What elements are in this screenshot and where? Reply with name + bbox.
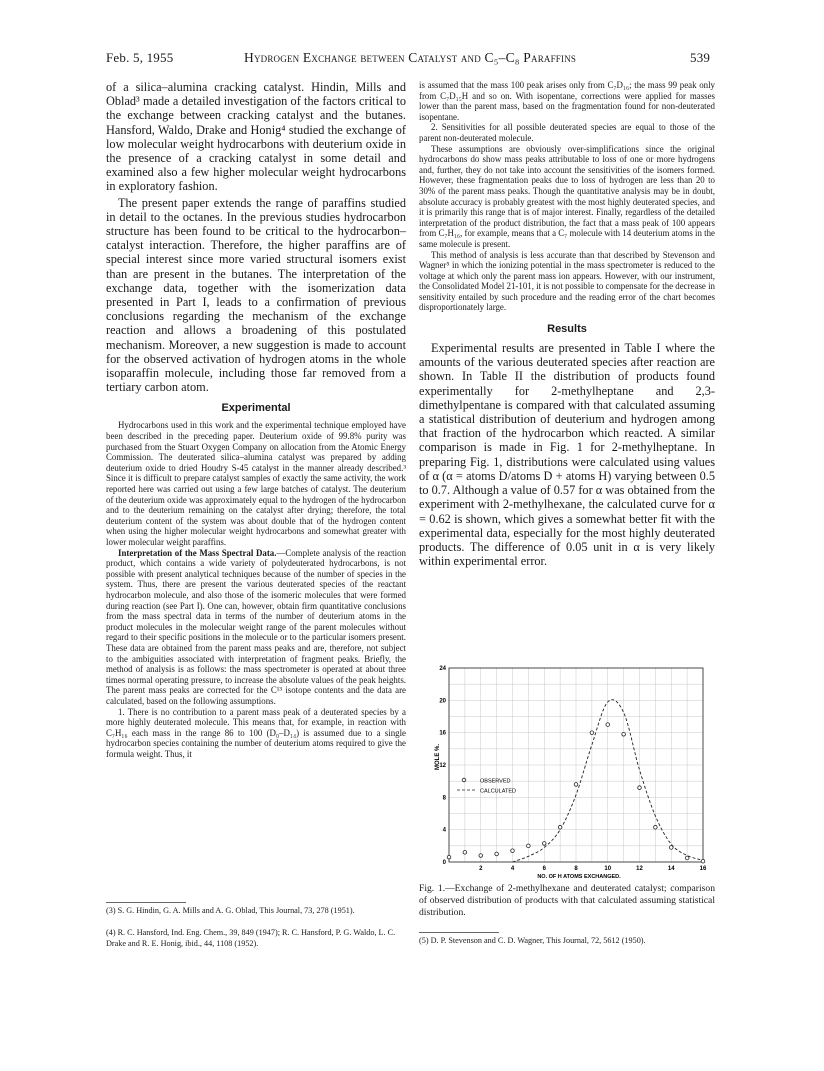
x-tick-label: 2 bbox=[479, 866, 483, 872]
observed-point bbox=[654, 825, 658, 829]
interpretation-text: —Complete analysis of the reaction product, which contains a wide variety of polydeuterated hydrocarbons, is not possible with present analytical techniques because of the number of species in the system. Thus, there are present the various deuterated species of the reactant hydrocarbon molecule, and also those of the isomeric molecules that were formed during reaction (see Part I). One can, however, obtain firm quantitative conclusions from the mass spectral data in terms of the number of deuterium atoms in the product molecules in the molecular weight range of the parent molecules without regard to their specific positions in the molecule or to the particular isomers present. These data are obtained from the parent mass peaks and are, therefore, not subject to the ambiguities associated with interpretation of fragment peaks. Briefly, the method of analysis is as follows: the mass spectrometer is operated at about three times normal operating pressure, to increase the absolute values of the peak heights. The parent mass peaks are corrected for the C¹³ isotope contents and the data are calculated, based on the following assumptions. bbox=[106, 547, 406, 706]
y-tick-label: 16 bbox=[439, 730, 446, 737]
x-tick-label: 16 bbox=[699, 866, 707, 872]
observed-point bbox=[542, 842, 546, 846]
header-title: Hydrogen Exchange between Catalyst and C₅–C₈ Paraffins bbox=[244, 50, 577, 65]
assumptions-discussion: These assumptions are obviously over-simplifications since the original hydrocarbons do show mass peaks attributable to loss of one or more hydrogens and, further, they do not take into account the sensitivities of the isomers formed. However, these fragmentation peaks due to loss of hydrogen are less than 20 to 30% of the parent mass peaks. Though the quantitative analysis may be in doubt, absolute accuracy is probably greatest with the most highly deuterated species, and it is primarily this range that is of major interest. Finally, regardless of the detailed interpretation of the product distribution, the fact that a mass peak of 100 appears from C₇H₁₆, for example, means that a C₇ molecule with 14 deuterium atoms in the same molecule is present. bbox=[419, 143, 715, 249]
observed-point bbox=[590, 731, 594, 735]
legend-calculated-label: CALCULATED bbox=[480, 788, 516, 795]
observed-point bbox=[511, 849, 515, 853]
observed-point bbox=[479, 854, 483, 858]
method-comparison-paragraph: This method of analysis is less accurate than that described by Stevenson and Wagner⁵ in which the ionizing potential in the mass spectrometer is reduced to the voltage at which only the parent mass ion appears. However, with our instrument, the Consolidated Model 21-101, it is not possible to compensate for the decrease in sensitivity entailed by such procedure and the reading error of the chart becomes disproportionately large. bbox=[419, 249, 715, 313]
y-tick-label: 4 bbox=[442, 827, 446, 834]
right-column bbox=[419, 80, 715, 568]
figure-1-caption: Fig. 1.—Exchange of 2-methylhexane and deuterated catalyst; comparison of observed distribution of products with that calculated assuming statistical distribution. bbox=[419, 883, 715, 918]
footnote-3: (3) S. G. Hindin, G. A. Mills and A. G. Oblad, This Journal, 73, 278 (1951). bbox=[106, 906, 355, 915]
y-tick-label: 12 bbox=[439, 763, 446, 769]
y-tick-label: 24 bbox=[439, 666, 446, 672]
x-tick-label: 10 bbox=[604, 866, 612, 872]
observed-point bbox=[447, 855, 451, 859]
observed-point bbox=[669, 846, 673, 850]
intro-paragraph-2: The present paper extends the range of paraffins studied in detail to the octanes. In the previous studies hydrocarbon structure has been found to be critical to the hydrocarbon–catalyst interaction. Therefore, the higher paraffins are of special interest since more varied structural isomers exist than are present in the butanes. The interpretation of the exchange data, together with the isomerization data presented in Part I, leads to a confirmation of previous conclusions regarding the mechanism of the exchange reaction and allows a broadening of this postulated mechanism. Moreover, a new suggestion is made to account for the observed activation of hydrogen atoms in the whole isoparaffin molecule, including those far removed from a tertiary carbon atom. bbox=[106, 195, 406, 395]
interpretation-heading: Interpretation of the Mass Spectral Data. bbox=[118, 547, 277, 558]
x-tick-label: 6 bbox=[542, 866, 546, 872]
assumption-1-paragraph: 1. There is no contribution to a parent mass peak of a deuterated species by a more highly deuterated molecule. This means that, for example, in reaction with C₇H₁₆ each mass in the range 86 to 100 (D₀–D₁₄) is assumed due to a single hydrocarbon species containing the number of deuterium atoms required to give the formula weight. Thus, it bbox=[106, 706, 406, 759]
footnote-rule-right bbox=[419, 932, 499, 933]
chart-grid bbox=[449, 668, 703, 862]
observed-point bbox=[701, 859, 705, 863]
y-axis-label: MOLE %. bbox=[435, 743, 441, 771]
x-axis-label: NO. OF H ATOMS EXCHANGED. bbox=[537, 874, 621, 880]
footnote-5: (5) D. P. Stevenson and C. D. Wagner, This Journal, 72, 5612 (1950). bbox=[419, 936, 646, 945]
observed-point bbox=[685, 856, 689, 860]
observed-point bbox=[606, 723, 610, 727]
chart-legend bbox=[457, 778, 516, 794]
section-heading-results: Results bbox=[547, 323, 587, 336]
x-tick-label: 4 bbox=[510, 866, 515, 872]
results-paragraph: Experimental results are presented in Table I where the amounts of the various deuterated species after reaction are shown. In Table II the distribution of products found experimentally for 2-methylheptane and 2,3-dimethylpentane is compared with that calculated assuming a statistical distribution of deuterium and hydrogen among that fraction of the hydrocarbon which reacted. A similar comparison is made in Fig. 1 for 2-methylheptane. In preparing Fig. 1, distributions were calculated using values of α (α = atoms D/atoms D + atoms H) varying between 0.5 to 0.7. Although a value of 0.57 for α was obtained from the experiment with 2-methylhexane, the calculated curve for α = 0.62 is shown, which gives a somewhat better fit with the experimental data, especially for the most highly deuterated products. The difference of 0.05 unit in α is very likely within experimental error. bbox=[419, 341, 715, 569]
legend-observed-label: OBSERVED bbox=[480, 778, 511, 785]
y-tick-label: 20 bbox=[439, 698, 446, 705]
x-tick-label: 14 bbox=[667, 866, 675, 872]
interpretation-paragraph bbox=[106, 548, 406, 707]
observed-point bbox=[495, 852, 499, 856]
y-tick-label: 0 bbox=[442, 860, 446, 866]
intro-paragraph-1: of a silica–alumina cracking catalyst. Hindin, Mills and Oblad³ made a detailed investigation of the factors critical to the exchange between cracking catalyst and the butanes. Hansford, Waldo, Drake and Honig⁴ studied the exchange of low molecular weight hydrocarbons with deuterium oxide in the presence of a cracking catalyst in some detail and examined also a few higher molecular weight hydrocarbons in exploratory fashion. bbox=[106, 80, 406, 194]
header-date: Feb. 5, 1955 bbox=[106, 50, 174, 65]
x-tick-label: 12 bbox=[636, 866, 643, 872]
observed-point bbox=[622, 732, 626, 736]
footnote-rule-left bbox=[106, 902, 186, 903]
footnote-4: (4) R. C. Hansford, Ind. Eng. Chem., 39, 849 (1947); R. C. Hansford, P. G. Waldo, L. C. Drake and R. E. Honig, ibid., 44, 1108 (1952). bbox=[106, 928, 396, 948]
observed-point bbox=[558, 825, 562, 829]
experimental-paragraph: Hydrocarbons used in this work and the experimental technique employed have been described in the preceding paper. Deuterium oxide of 99.8% purity was purchased from the Stuart Oxygen Company on allocation from the Atomic Energy Commission. The deuterated silica–alumina catalyst was prepared by adding deuterium oxide to dried Houdry S-45 catalyst in the manner already described.³ Since it is difficult to prepare catalyst samples of exactly the same activity, the work reported here was carried out using a few large batches of catalyst. The deuterium of the deuterium oxide was approximately equal to the hydrogen of the hydrocarbon and to the deuterium remaining on the catalyst after drying; therefore, the total deuterium content of the system was about double that of the hydrogen content when using the higher molecular weight hydrocarbons and somewhat greater with lower molecular weight paraffins. bbox=[106, 420, 406, 547]
left-column bbox=[106, 80, 406, 759]
section-heading-experimental: Experimental bbox=[221, 402, 291, 415]
observed-point bbox=[463, 851, 467, 855]
figure-1-chart bbox=[419, 662, 719, 880]
observed-point bbox=[574, 783, 578, 787]
y-tick-label: 8 bbox=[442, 795, 446, 802]
observed-point bbox=[638, 786, 642, 790]
assumption-1-continued: is assumed that the mass 100 peak arises only from C₇D₁₆; the mass 99 peak only from C₇D₁₅H and so on. With isopentane, corrections were applied for masses lower than the parent mass, based on the fragmentation found for non-deuterated isopentane. bbox=[419, 80, 715, 122]
x-tick-label: 8 bbox=[574, 866, 578, 872]
chart-ticks bbox=[439, 666, 707, 872]
assumption-2-paragraph: 2. Sensitivities for all possible deuterated species are equal to those of the parent non-deuterated molecule. bbox=[419, 122, 715, 143]
observed-point bbox=[527, 844, 531, 848]
page-number: 539 bbox=[690, 50, 711, 65]
